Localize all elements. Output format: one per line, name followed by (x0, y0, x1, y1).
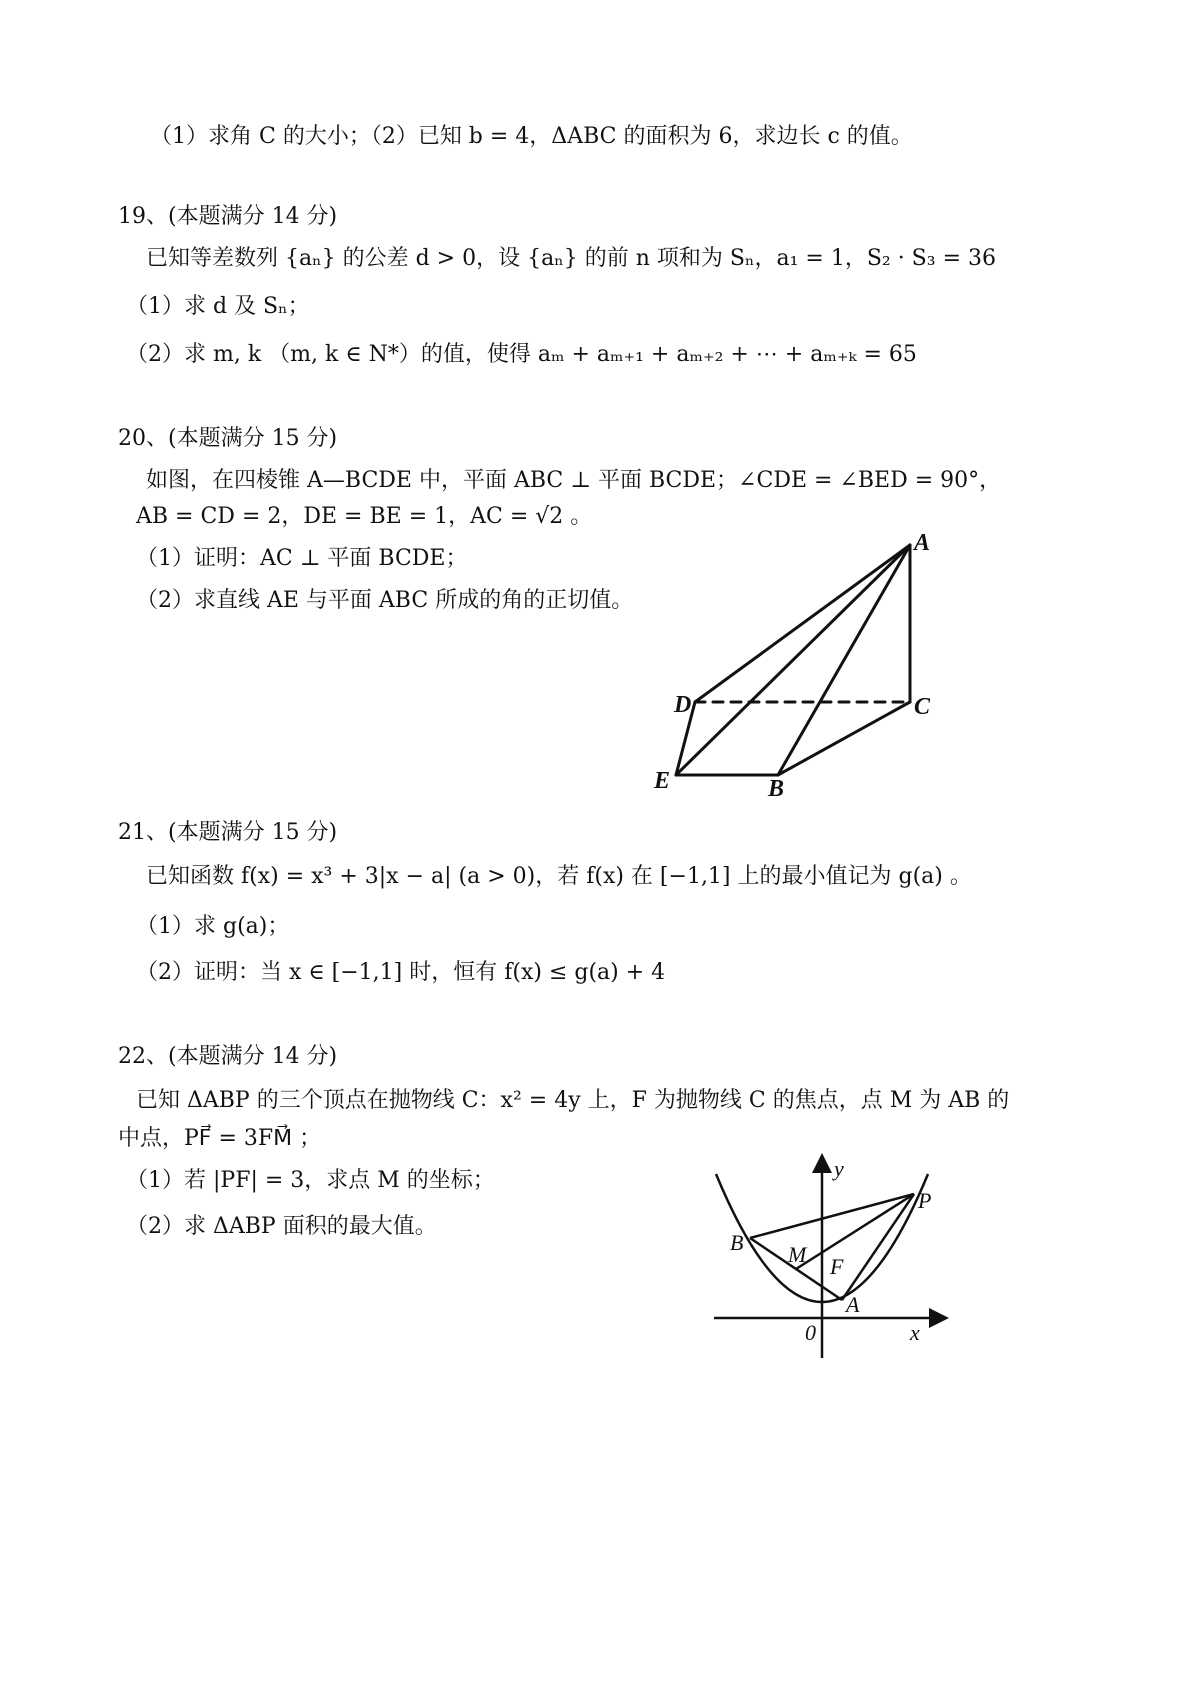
q21-line-2: （1）求 g(a)； (136, 914, 290, 939)
label-a: A (914, 530, 931, 556)
q20-line-4: （2）求直线 AE 与平面 ABC 所成的角的正切值。 (136, 588, 634, 613)
pyramid-figure (640, 520, 960, 820)
label-e: E (654, 768, 671, 794)
label-p: P (918, 1188, 932, 1213)
edge-ab (778, 545, 910, 775)
q21-line-1: 已知函数 f(x) = x³ + 3|x − a| (a > 0)，若 f(x) 在 [−1,1] 上的最小值记为 g(a) 。 (146, 864, 972, 889)
q22-line-2: 中点，PF⃗ = 3FM⃗ ； (118, 1126, 322, 1151)
q21-header: 21、(本题满分 15 分) (118, 820, 338, 845)
q20-header: 20、(本题满分 15 分) (118, 426, 338, 451)
q19-header: 19、(本题满分 14 分) (118, 204, 338, 229)
q22-line-4: （2）求 ΔABP 面积的最大值。 (126, 1214, 437, 1239)
parabola-figure (700, 1150, 960, 1370)
label-b: B (730, 1230, 744, 1255)
label-origin: 0 (805, 1320, 816, 1345)
label-m: M (788, 1242, 807, 1267)
q21-line-3: （2）证明：当 x ∈ [−1,1] 时，恒有 f(x) ≤ g(a) + 4 (136, 960, 666, 985)
label-d: D (674, 692, 692, 718)
q20-line-2: AB = CD = 2，DE = BE = 1，AC = √2 。 (136, 504, 593, 529)
q20-line-3: （1）证明：AC ⊥ 平面 BCDE； (136, 546, 468, 571)
q22-header: 22、(本题满分 14 分) (118, 1044, 338, 1069)
edge-ad (695, 545, 910, 702)
q22-line-1: 已知 ΔABP 的三个顶点在抛物线 C：x² = 4y 上，F 为抛物线 C 的焦点，点 M 为 AB 的 (136, 1088, 1010, 1113)
q18-line-1: （1）求角 C 的大小；（2）已知 b = 4，ΔABC 的面积为 6，求边长 c 的值。 (150, 124, 913, 149)
label-y: y (834, 1156, 844, 1181)
q19-line-2: （1）求 d 及 Sₙ； (126, 294, 310, 319)
label-c: C (914, 694, 931, 720)
edge-ae (676, 545, 910, 775)
q22-line-3: （1）若 |PF| = 3，求点 M 的坐标； (126, 1168, 495, 1193)
q20-line-1: 如图，在四棱锥 A—BCDE 中，平面 ABC ⊥ 平面 BCDE；∠CDE = ∠BED = 90°， (146, 468, 1002, 493)
label-a: A (846, 1292, 860, 1317)
q19-line-3: （2）求 m, k （m, k ∈ N*）的值，使得 aₘ + aₘ₊₁ + aₘ₊₂ + ⋯ + aₘ₊ₖ = 65 (126, 342, 917, 367)
label-b: B (768, 776, 785, 802)
segment-pm (796, 1194, 914, 1269)
label-x: x (910, 1320, 920, 1345)
label-f: F (830, 1254, 844, 1279)
q19-line-1: 已知等差数列 {aₙ} 的公差 d > 0，设 {aₙ} 的前 n 项和为 Sₙ，a₁ = 1，S₂ · S₃ = 36 (146, 246, 996, 271)
